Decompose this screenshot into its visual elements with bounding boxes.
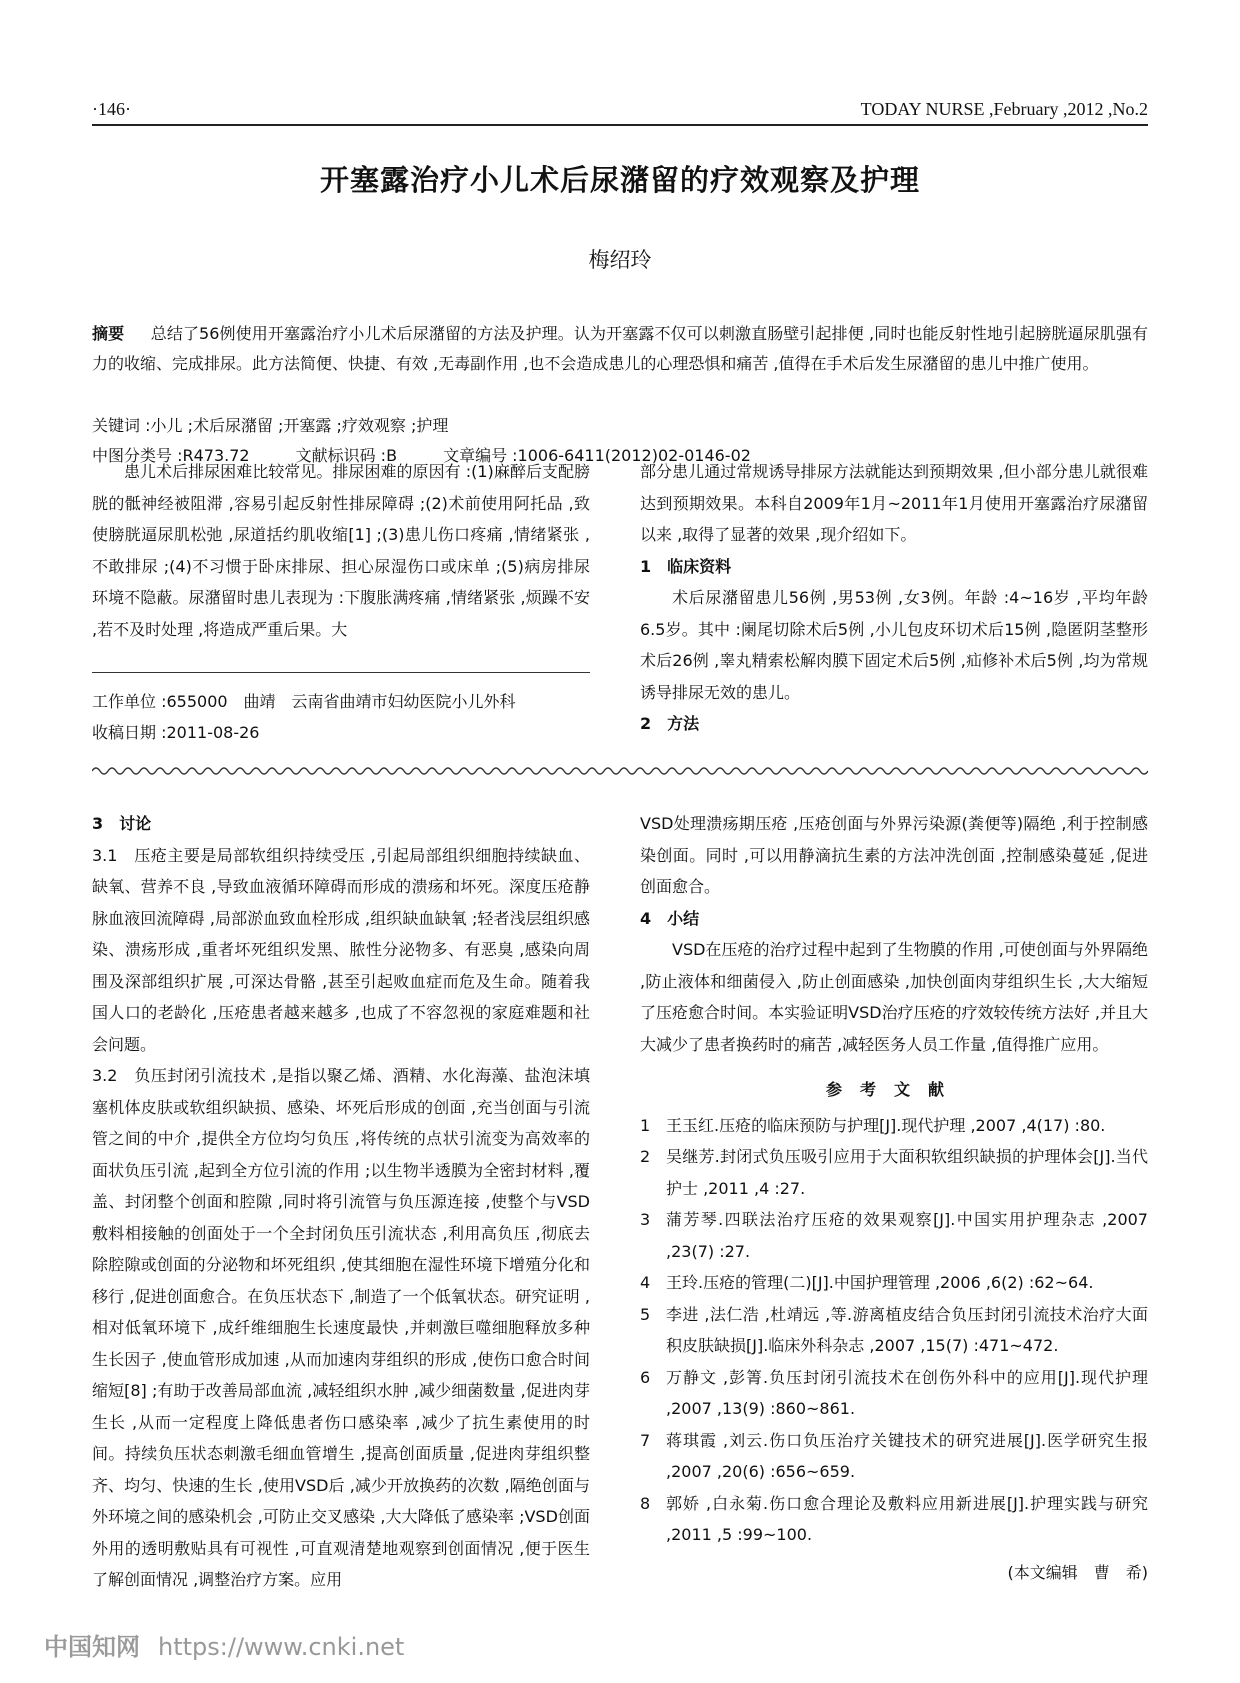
- intro-paragraph: 患儿术后排尿困难比较常见。排尿困难的原因有 :(1)麻醉后支配膀胱的骶神经被阻滞 ,容易引起反射性排尿障碍 ;(2)术前使用阿托品 ,致使膀胱逼尿肌松弛 ,尿道括约肌收缩[1] ;(3)患儿伤口疼痛 ,情绪紧张 ,不敢排尿 ;(4)不习惯于卧床排尿、担心尿湿伤口或床单 ;(5)病房排尿环境不隐蔽。尿潴留时患儿表现为 :下腹胀满疼痛 ,情绪紧张 ,烦躁不安 ,若不及时处理 ,将造成严重后果。大: [92, 462, 590, 639]
- reference-text: 万静文 ,彭箐.负压封闭引流技术在创伤外科中的应用[J].现代护理 ,2007 ,13(9) :860~861.: [666, 1367, 1148, 1418]
- journal-citation: TODAY NURSE ,February ,2012 ,No.2: [860, 99, 1148, 119]
- abstract-text: 总结了56例使用开塞露治疗小儿术后尿潴留的方法及护理。认为开塞露不仅可以刺激直肠壁引起排便 ,同时也能反射性地引起膀胱逼尿肌强有力的收缩、完成排尿。此方法简便、快捷、有效 ,无毒副作用 ,也不会造成患儿的心理恐惧和痛苦 ,值得在手术后发生尿潴留的患儿中推广使用。: [92, 324, 1148, 373]
- reference-item: [640, 1204, 1148, 1267]
- reference-number: 4: [640, 1273, 651, 1292]
- watermark: [44, 1627, 404, 1662]
- section-3-heading: 3 讨论: [92, 814, 152, 833]
- clc-number: 中图分类号 :R473.72: [92, 446, 250, 465]
- reference-item: [640, 1110, 1148, 1142]
- document-code: 文献标识码 :B: [295, 446, 398, 465]
- reference-text: 蒲芳琴.四联法治疗压疮的效果观察[J].中国实用护理杂志 ,2007 ,23(7) :27.: [666, 1210, 1148, 1261]
- reference-text: 蒋琪霞 ,刘云.伤口负压治疗关键技术的研究进展[J].医学研究生报 ,2007 ,20(6) :656~659.: [666, 1430, 1148, 1481]
- watermark-brand: 中国知网: [44, 1633, 140, 1661]
- reference-item: [640, 1362, 1148, 1425]
- reference-item: [640, 1267, 1148, 1299]
- affiliation: 工作单位 :655000 曲靖 云南省曲靖市妇幼医院小儿外科: [92, 692, 516, 711]
- received-date: 收稿日期 :2011-08-26: [92, 723, 260, 742]
- reference-text: 李进 ,法仁浩 ,杜靖远 ,等.游离植皮结合负压封闭引流技术治疗大面积皮肤缺损[J].临床外科杂志 ,2007 ,15(7) :471~472.: [666, 1304, 1148, 1355]
- header-rule: [92, 124, 1148, 126]
- editor-note: (本文编辑 曹 希): [1007, 1562, 1148, 1582]
- intro-left-column: [92, 456, 590, 645]
- reference-text: 吴继芳.封闭式负压吸引应用于大面积软组织缺损的护理体会[J].当代护士 ,2011 ,4 :27.: [666, 1147, 1148, 1198]
- footnote: [92, 686, 590, 748]
- reference-item: [640, 1299, 1148, 1362]
- abstract-label: 摘要: [92, 324, 125, 343]
- reference-text: 郭娇 ,白永菊.伤口愈合理论及敷料应用新进展[J].护理实践与研究 ,2011 ,5 :99~100.: [666, 1493, 1148, 1544]
- section-2-heading: 2 方法: [640, 714, 700, 733]
- references-title: 参考文献: [825, 1080, 962, 1099]
- reference-text: 王玉红.压疮的临床预防与护理[J].现代护理 ,2007 ,4(17) :80.: [666, 1115, 1106, 1135]
- reference-number: 5: [640, 1304, 651, 1324]
- article-number: 文章编号 :1006-6411(2012)02-0146-02: [443, 446, 751, 465]
- reference-item: [640, 1488, 1148, 1551]
- running-head: [92, 92, 1148, 120]
- reference-item: [640, 1141, 1148, 1204]
- article-title: 开塞露治疗小儿术后尿潴留的疗效观察及护理: [319, 163, 920, 197]
- reference-number: 8: [640, 1493, 651, 1513]
- reference-number: 3: [640, 1210, 651, 1229]
- reference-number: 2: [640, 1147, 651, 1166]
- intro-right-column: [640, 456, 1148, 740]
- article-author: 梅绍玲: [588, 248, 652, 272]
- page-number: ·146·: [92, 99, 131, 119]
- reference-number: 1: [640, 1115, 651, 1135]
- wavy-separator: [92, 764, 1148, 778]
- watermark-url: https://www.cnki.net: [158, 1633, 405, 1661]
- reference-number: 6: [640, 1367, 651, 1387]
- keywords: 关键词 :小儿 ;术后尿潴留 ;开塞露 ;疗效观察 ;护理: [92, 416, 449, 435]
- section-4-heading: 4 小结: [640, 908, 700, 928]
- abstract: [92, 319, 1148, 379]
- section-4-text: VSD在压疮的治疗过程中起到了生物膜的作用 ,可使创面与外界隔绝 ,防止液体和细菌侵入 ,防止创面感染 ,加快创面肉芽组织生长 ,大大缩短了压疮愈合时间。本实验证明VSD治疗压疮的疗效较传统方法好 ,并且大大减少了患者换药时的痛苦 ,减轻医务人员工作量 ,值得推广应用。: [640, 940, 1148, 1054]
- reference-number: 7: [640, 1430, 651, 1450]
- reference-text: 王玲.压疮的管理(二)[J].中国护理管理 ,2006 ,6(2) :62~64.: [666, 1273, 1094, 1292]
- discussion-right-column: [640, 808, 1148, 1588]
- section-1-text: 术后尿潴留患儿56例 ,男53例 ,女3例。年龄 :4~16岁 ,平均年龄6.5岁。其中 :阑尾切除术后5例 ,小儿包皮环切术后15例 ,隐匿阴茎整形术后26例 ,睾丸精索松解肉膜下固定术后5例 ,疝修补术后5例 ,均为常规诱导排尿无效的患儿。: [640, 588, 1148, 702]
- reference-item: [640, 1425, 1148, 1488]
- section-1-heading: 1 临床资料: [640, 556, 732, 576]
- section-3-continued: VSD处理溃疡期压疮 ,压疮创面与外界污染源(粪便等)隔绝 ,利于控制感染创面。同时 ,可以用静滴抗生素的方法冲洗创面 ,控制感染蔓延 ,促进创面愈合。: [640, 814, 1148, 896]
- intro-continued: 部分患儿通过常规诱导排尿方法就能达到预期效果 ,但小部分患儿就很难达到预期效果。本科自2009年1月~2011年1月使用开塞露治疗尿潴留以来 ,取得了显著的效果 ,现介绍如下。: [640, 462, 1148, 544]
- reference-list: [640, 1110, 1148, 1551]
- section-3-2-text: 3.2 负压封闭引流技术 ,是指以聚乙烯、酒精、水化海藻、盐泡沫填塞机体皮肤或软组织缺损、感染、坏死后形成的创面 ,充当创面与引流管之间的中介 ,提供全方位均匀负压 ,将传统的点状引流变为高效率的面状负压引流 ,起到全方位引流的作用 ;以生物半透膜为全密封材料 ,覆盖、封闭整个创面和腔隙 ,同时将引流管与负压源连接 ,使整个与VSD敷料相接触的创面处于一个全封闭负压引流状态 ,利用高负压 ,彻底去除腔隙或创面的分泌物和坏死组织 ,使其细胞在湿性环境下增殖分化和移行 ,促进创面愈合。在负压状态下 ,制造了一个低氧状态。研究证明 ,相对低氧环境下 ,成纤维细胞生长速度最快 ,并刺激巨噬细胞释放多种生长因子 ,使血管形成加速 ,从而加速肉芽组织的形成 ,使伤口愈合时间缩短[8] ;有助于改善局部血流 ,减轻组织水肿 ,减少细菌数量 ,促进肉芽生长 ,从而一定程度上降低患者伤口感染率 ,减少了抗生素使用的时间。持续负压状态刺激毛细血管增生 ,提高创面质量 ,促进肉芽组织整齐、均匀、快速的生长 ,使用VSD后 ,减少开放换药的次数 ,隔绝创面与外环境之间的感染机会 ,可防止交叉感染 ,大大降低了感染率 ;VSD创面外用的透明敷贴具有可视性 ,可直观清楚地观察到创面情况 ,便于医生了解创面情况 ,调整治疗方案。应用: [92, 1066, 590, 1589]
- discussion-left-column: [92, 808, 590, 1596]
- section-3-1-text: 3.1 压疮主要是局部软组织持续受压 ,引起局部组织细胞持续缺血、缺氧、营养不良 ,导致血液循环障碍而形成的溃疡和坏死。深度压疮静脉血液回流障碍 ,局部淤血致血栓形成 ,组织缺血缺氧 ;轻者浅层组织感染、溃疡形成 ,重者坏死组织发黑、脓性分泌物多、有恶臭 ,感染向周围及深部组织扩展 ,可深达骨骼 ,甚至引起败血症而危及生命。随着我国人口的老龄化 ,压疮患者越来越多 ,也成了不容忽视的家庭难题和社会问题。: [92, 845, 590, 1054]
- footnote-rule: [92, 672, 590, 673]
